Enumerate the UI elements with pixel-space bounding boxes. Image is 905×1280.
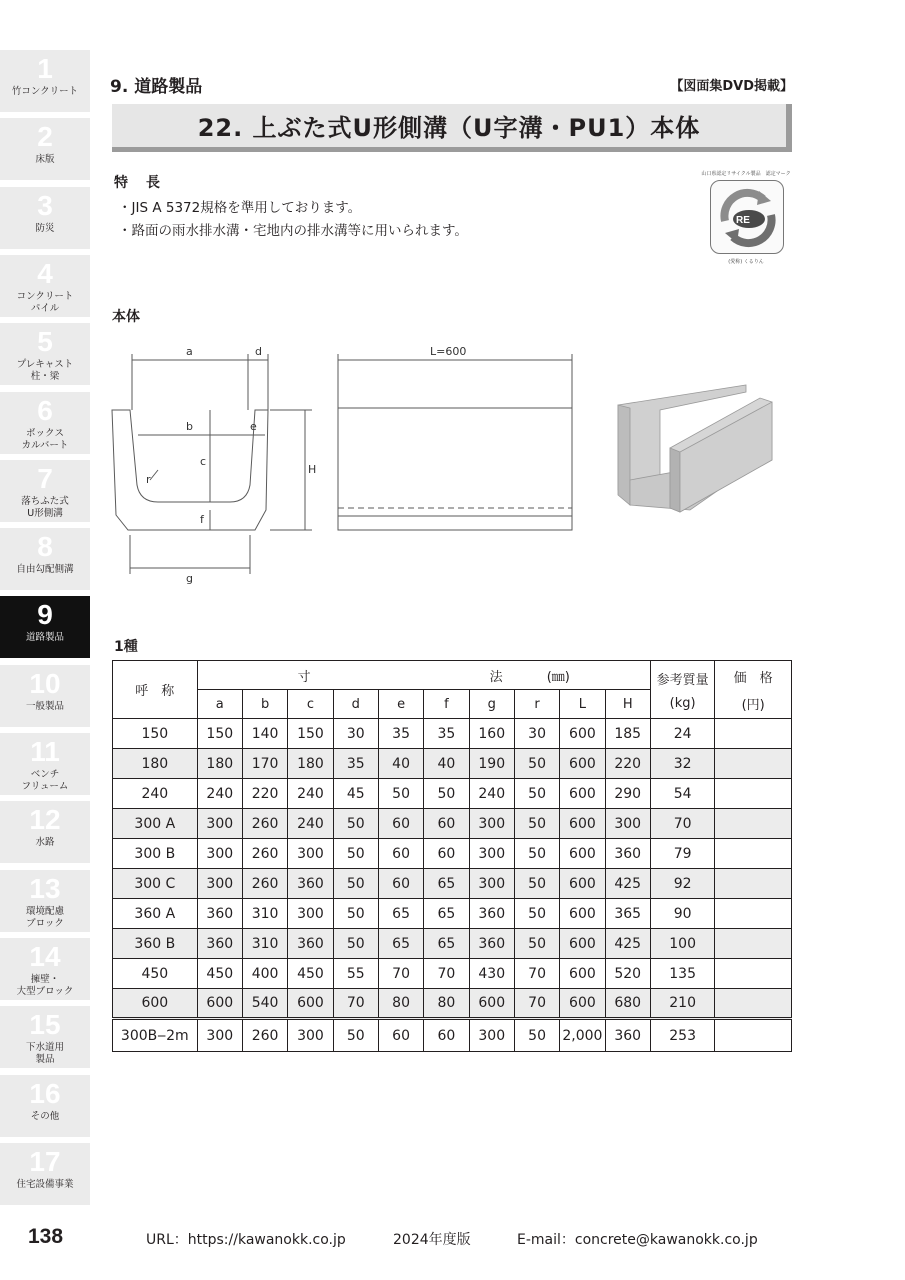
dims-header-left: 寸 [297, 669, 311, 685]
dim-value-cell: 80 [378, 989, 423, 1019]
sidebar-tab-label: 一般製品 [25, 700, 64, 712]
dim-label-H: H [308, 463, 317, 476]
dim-label-e: e [250, 420, 257, 433]
sidebar-tab-label: その他 [30, 1110, 60, 1122]
sidebar-tab-label: 住宅設備事業 [16, 1178, 74, 1190]
dim-value-cell: 450 [288, 959, 333, 989]
dim-value-cell: 600 [560, 839, 605, 869]
dim-value-cell: 360 [469, 899, 514, 929]
price-cell [715, 989, 792, 1019]
cross-section-view [112, 354, 312, 574]
product-title-bar [112, 104, 792, 152]
dim-col-header: c [288, 690, 333, 719]
table-row [113, 959, 792, 989]
recycle-logo-frame [710, 180, 784, 254]
sidebar-tab-number: 16 [29, 1077, 61, 1109]
dim-value-cell: 150 [288, 719, 333, 749]
sidebar-tab[interactable] [0, 255, 90, 317]
dim-value-cell: 30 [514, 719, 559, 749]
dim-value-cell: 65 [378, 929, 423, 959]
dim-col-header: r [514, 690, 559, 719]
col-header-dimensions [197, 661, 650, 690]
dim-value-cell: 300 [469, 869, 514, 899]
dim-value-cell: 60 [424, 839, 469, 869]
dim-value-cell: 600 [560, 809, 605, 839]
dim-value-cell: 45 [333, 779, 378, 809]
row-name-cell: 360 A [113, 899, 198, 929]
dim-value-cell: 360 [288, 869, 333, 899]
sidebar-tab-number: 14 [29, 940, 61, 972]
table-row [113, 809, 792, 839]
sidebar-tab-number: 5 [37, 326, 53, 358]
dim-value-cell: 70 [514, 959, 559, 989]
recycle-logo-text: RE [736, 215, 750, 226]
row-name-cell: 450 [113, 959, 198, 989]
dim-value-cell: 35 [378, 719, 423, 749]
feature-item: ・路面の雨水排水溝・宅地内の排水溝等に用いられます。 [118, 223, 468, 239]
dim-value-cell: 360 [605, 1019, 650, 1052]
sidebar-tab[interactable] [0, 1006, 90, 1068]
price-cell [715, 929, 792, 959]
dim-value-cell: 50 [333, 899, 378, 929]
dim-value-cell: 50 [333, 809, 378, 839]
dim-value-cell: 65 [424, 899, 469, 929]
dim-value-cell: 240 [288, 779, 333, 809]
dim-value-cell: 290 [605, 779, 650, 809]
dim-value-cell: 360 [288, 929, 333, 959]
dim-value-cell: 240 [288, 809, 333, 839]
dim-value-cell: 300 [605, 809, 650, 839]
dim-label-c: c [200, 455, 207, 468]
dim-value-cell: 600 [560, 989, 605, 1019]
price-cell [715, 719, 792, 749]
dim-value-cell: 300 [197, 839, 242, 869]
sidebar-tab-number: 8 [37, 531, 53, 563]
dim-value-cell: 600 [560, 899, 605, 929]
price-cell [715, 1019, 792, 1052]
dim-value-cell: 50 [514, 929, 559, 959]
price-cell [715, 749, 792, 779]
dim-value-cell: 400 [242, 959, 287, 989]
dim-value-cell: 300 [469, 809, 514, 839]
sidebar-tab[interactable] [0, 733, 90, 795]
dim-value-cell: 220 [242, 779, 287, 809]
dim-value-cell: 50 [514, 1019, 559, 1052]
table-row [113, 929, 792, 959]
dim-value-cell: 450 [197, 959, 242, 989]
sidebar-tab[interactable] [0, 323, 90, 385]
dim-col-header: f [424, 690, 469, 719]
table-row [113, 719, 792, 749]
table-row [113, 1019, 792, 1052]
sidebar-tab-label: 下水道用 製品 [25, 1042, 64, 1066]
mass-cell: 24 [650, 719, 714, 749]
dim-value-cell: 60 [378, 839, 423, 869]
dim-value-cell: 60 [424, 809, 469, 839]
dim-value-cell: 600 [469, 989, 514, 1019]
dim-value-cell: 600 [560, 779, 605, 809]
spec-table [112, 660, 792, 1052]
mass-cell: 79 [650, 839, 714, 869]
features-heading: 特長 [114, 175, 178, 191]
feature-item: ・JIS A 5372規格を準用しております。 [118, 200, 362, 216]
dim-value-cell: 50 [378, 779, 423, 809]
mass-cell: 32 [650, 749, 714, 779]
recycle-mark-nickname: (愛称) くるりん [728, 259, 764, 265]
dim-label-d: d [255, 345, 262, 358]
dim-label-f: f [200, 513, 204, 526]
table-row [113, 779, 792, 809]
dim-label-a: a [186, 345, 193, 358]
dim-value-cell: 600 [560, 959, 605, 989]
dim-value-cell: 260 [242, 809, 287, 839]
dim-value-cell: 260 [242, 1019, 287, 1052]
dim-value-cell: 300 [469, 1019, 514, 1052]
mass-header-label: 参考質量 [656, 672, 709, 688]
sidebar-tab-label: コンクリート パイル [16, 290, 74, 314]
dim-value-cell: 300 [288, 1019, 333, 1052]
dim-value-cell: 160 [469, 719, 514, 749]
dim-col-header: d [333, 690, 378, 719]
dim-value-cell: 50 [333, 1019, 378, 1052]
dim-value-cell: 260 [242, 839, 287, 869]
dim-value-cell: 70 [378, 959, 423, 989]
sidebar-tab-label: 擁壁・ 大型ブロック [16, 973, 74, 997]
sidebar-tab-number: 2 [37, 121, 53, 153]
dim-col-header: L [560, 690, 605, 719]
sidebar-tab-number: 17 [29, 1145, 61, 1177]
dim-value-cell: 185 [605, 719, 650, 749]
sidebar-tab-number: 6 [37, 394, 53, 426]
dim-value-cell: 300 [288, 839, 333, 869]
sidebar-tab-number: 12 [29, 804, 61, 836]
row-name-cell: 180 [113, 749, 198, 779]
table-row [113, 749, 792, 779]
sidebar-tab-label: 水路 [35, 837, 55, 849]
sidebar-tab-label: 防災 [35, 222, 55, 234]
dvd-label: 【図面集DVD掲載】 [670, 79, 793, 94]
dim-value-cell: 300 [288, 899, 333, 929]
dim-value-cell: 430 [469, 959, 514, 989]
mass-cell: 100 [650, 929, 714, 959]
sidebar-tab[interactable] [0, 801, 90, 863]
dim-value-cell: 360 [605, 839, 650, 869]
row-name-cell: 300 B [113, 839, 198, 869]
sidebar-tab-number: 11 [30, 736, 60, 767]
dim-value-cell: 240 [469, 779, 514, 809]
dim-value-cell: 600 [560, 719, 605, 749]
sidebar-tab-label: 環境配慮 ブロック [25, 905, 64, 929]
side-view-outline [338, 408, 572, 530]
dim-value-cell: 180 [288, 749, 333, 779]
sidebar-tab[interactable] [0, 938, 90, 1000]
dim-value-cell: 300 [197, 1019, 242, 1052]
dim-value-cell: 80 [424, 989, 469, 1019]
dim-value-cell: 65 [424, 869, 469, 899]
dim-value-cell: 150 [197, 719, 242, 749]
sidebar-tab-label: 竹コンクリート [11, 86, 79, 97]
price-cell [715, 779, 792, 809]
mass-cell: 90 [650, 899, 714, 929]
row-name-cell: 300 C [113, 869, 198, 899]
product-photo [618, 385, 772, 512]
dim-value-cell: 50 [333, 839, 378, 869]
sidebar-tab-number: 10 [29, 667, 61, 699]
dim-col-header: H [605, 690, 650, 719]
dim-value-cell: 35 [333, 749, 378, 779]
footer-year: 2024年度版 [393, 1232, 471, 1248]
dim-value-cell: 50 [424, 779, 469, 809]
product-drawing [100, 330, 800, 600]
dim-value-cell: 50 [333, 929, 378, 959]
sidebar-tab[interactable] [0, 50, 90, 112]
sidebar-tab-number: 4 [37, 257, 53, 289]
col-header-price [715, 661, 792, 719]
dim-col-header: a [197, 690, 242, 719]
sidebar-tab-number: 9 [37, 599, 53, 631]
price-header-label: 価 格 [733, 670, 773, 686]
dim-value-cell: 55 [333, 959, 378, 989]
dims-header-unit: (㎜) [546, 669, 570, 685]
sidebar-tab[interactable] [0, 1075, 90, 1137]
sidebar-tab-number: 7 [37, 462, 53, 494]
price-cell [715, 869, 792, 899]
footer-url: URL：https://kawanokk.co.jp [146, 1232, 346, 1248]
price-cell [715, 899, 792, 929]
sidebar-tab[interactable] [0, 665, 90, 727]
table-type-label: 1種 [114, 639, 138, 655]
dim-value-cell: 60 [378, 869, 423, 899]
side-view [338, 354, 572, 530]
dim-value-cell: 360 [469, 929, 514, 959]
dim-value-cell: 300 [197, 869, 242, 899]
sidebar-tab[interactable] [0, 118, 90, 180]
row-name-cell: 300 A [113, 809, 198, 839]
dim-value-cell: 425 [605, 869, 650, 899]
row-name-cell: 300B‒2m [113, 1019, 198, 1052]
dim-value-cell: 300 [469, 839, 514, 869]
dim-value-cell: 170 [242, 749, 287, 779]
dim-value-cell: 360 [197, 929, 242, 959]
dims-header-right: 法 [489, 669, 503, 685]
footer-email: E-mail：concrete@kawanokk.co.jp [517, 1232, 758, 1248]
col-header-name: 呼 称 [113, 661, 198, 719]
dim-value-cell: 680 [605, 989, 650, 1019]
mass-cell: 253 [650, 1019, 714, 1052]
dim-value-cell: 600 [560, 869, 605, 899]
dim-value-cell: 40 [424, 749, 469, 779]
sidebar-tab-label: 落ちふた式 U形側溝 [21, 495, 69, 519]
dim-label-L: L=600 [430, 345, 467, 358]
page-number: 138 [28, 1225, 64, 1248]
recycle-arrows-icon [711, 181, 785, 255]
sidebar-tab[interactable] [0, 187, 90, 249]
sidebar-tab-number: 13 [29, 872, 61, 904]
dim-value-cell: 2,000 [560, 1019, 605, 1052]
body-section-label: 本体 [112, 309, 140, 325]
dim-label-r: r [146, 473, 151, 486]
recycle-mark-caption: 山口県認定リサイクル製品 認定マーク [701, 171, 791, 177]
spec-table-body [113, 719, 792, 1052]
price-cell [715, 809, 792, 839]
dim-value-cell: 540 [242, 989, 287, 1019]
sidebar-tab[interactable] [0, 870, 90, 932]
table-row [113, 869, 792, 899]
dim-value-cell: 30 [333, 719, 378, 749]
dim-value-cell: 140 [242, 719, 287, 749]
row-name-cell: 360 B [113, 929, 198, 959]
recycle-certification-mark [700, 170, 792, 266]
dim-value-cell: 65 [378, 899, 423, 929]
dim-value-cell: 50 [514, 899, 559, 929]
price-cell [715, 839, 792, 869]
dim-value-cell: 50 [514, 839, 559, 869]
product-title: 22. 上ぶた式U形側溝（U字溝・PU1）本体 [197, 114, 701, 142]
dim-value-cell: 220 [605, 749, 650, 779]
dim-value-cell: 310 [242, 929, 287, 959]
dim-label-b: b [186, 420, 193, 433]
price-header-unit: (円) [741, 697, 765, 713]
table-row [113, 839, 792, 869]
dim-col-header: e [378, 690, 423, 719]
dim-value-cell: 60 [378, 1019, 423, 1052]
dim-value-cell: 360 [197, 899, 242, 929]
dim-r-leader [150, 470, 158, 480]
sidebar-tab-label: 床版 [35, 154, 55, 166]
sidebar-tab-label: ボックス カルバート [21, 427, 69, 451]
dim-value-cell: 70 [514, 989, 559, 1019]
dim-value-cell: 520 [605, 959, 650, 989]
dim-value-cell: 60 [424, 1019, 469, 1052]
dim-value-cell: 70 [333, 989, 378, 1019]
dim-value-cell: 600 [288, 989, 333, 1019]
dim-value-cell: 180 [197, 749, 242, 779]
dim-value-cell: 60 [378, 809, 423, 839]
dim-value-cell: 600 [197, 989, 242, 1019]
dim-value-cell: 50 [514, 869, 559, 899]
sidebar-tab-number: 15 [29, 1009, 61, 1041]
sidebar-tab-number: 1 [37, 53, 53, 84]
dim-label-g: g [186, 572, 193, 585]
dim-value-cell: 310 [242, 899, 287, 929]
dim-value-cell: 600 [560, 929, 605, 959]
row-name-cell: 150 [113, 719, 198, 749]
dim-value-cell: 425 [605, 929, 650, 959]
dim-value-cell: 50 [514, 779, 559, 809]
dim-value-cell: 65 [424, 929, 469, 959]
dim-value-cell: 300 [197, 809, 242, 839]
sidebar-tab-label: 道路製品 [25, 632, 64, 644]
dim-value-cell: 50 [514, 749, 559, 779]
table-row [113, 899, 792, 929]
row-name-cell: 240 [113, 779, 198, 809]
sidebar-tab[interactable] [0, 460, 90, 522]
mass-cell: 70 [650, 809, 714, 839]
dim-value-cell: 600 [560, 749, 605, 779]
dim-value-cell: 50 [333, 869, 378, 899]
mass-cell: 92 [650, 869, 714, 899]
table-row [113, 989, 792, 1019]
sidebar-tab[interactable] [0, 1143, 90, 1205]
sidebar-tab-label: 自由勾配側溝 [16, 564, 74, 576]
row-name-cell: 600 [113, 989, 198, 1019]
sidebar-tab-label: プレキャスト 柱・梁 [16, 359, 74, 383]
mass-header-unit: (kg) [669, 695, 696, 711]
dim-value-cell: 190 [469, 749, 514, 779]
dim-value-cell: 260 [242, 869, 287, 899]
dim-col-header: b [242, 690, 287, 719]
sidebar-tab[interactable] [0, 596, 90, 658]
dim-col-header: g [469, 690, 514, 719]
sidebar-tab[interactable] [0, 392, 90, 454]
dim-value-cell: 50 [514, 809, 559, 839]
sidebar-tab-label: ベンチ フリューム [21, 769, 69, 792]
col-header-mass [650, 661, 714, 719]
sidebar-tab-number: 3 [37, 189, 53, 221]
mass-cell: 135 [650, 959, 714, 989]
section-title: 9. 道路製品 [110, 77, 203, 97]
mass-cell: 54 [650, 779, 714, 809]
dim-value-cell: 240 [197, 779, 242, 809]
mass-cell: 210 [650, 989, 714, 1019]
sidebar-tab[interactable] [0, 528, 90, 590]
dim-value-cell: 35 [424, 719, 469, 749]
dim-value-cell: 40 [378, 749, 423, 779]
dim-value-cell: 365 [605, 899, 650, 929]
dim-value-cell: 70 [424, 959, 469, 989]
price-cell [715, 959, 792, 989]
